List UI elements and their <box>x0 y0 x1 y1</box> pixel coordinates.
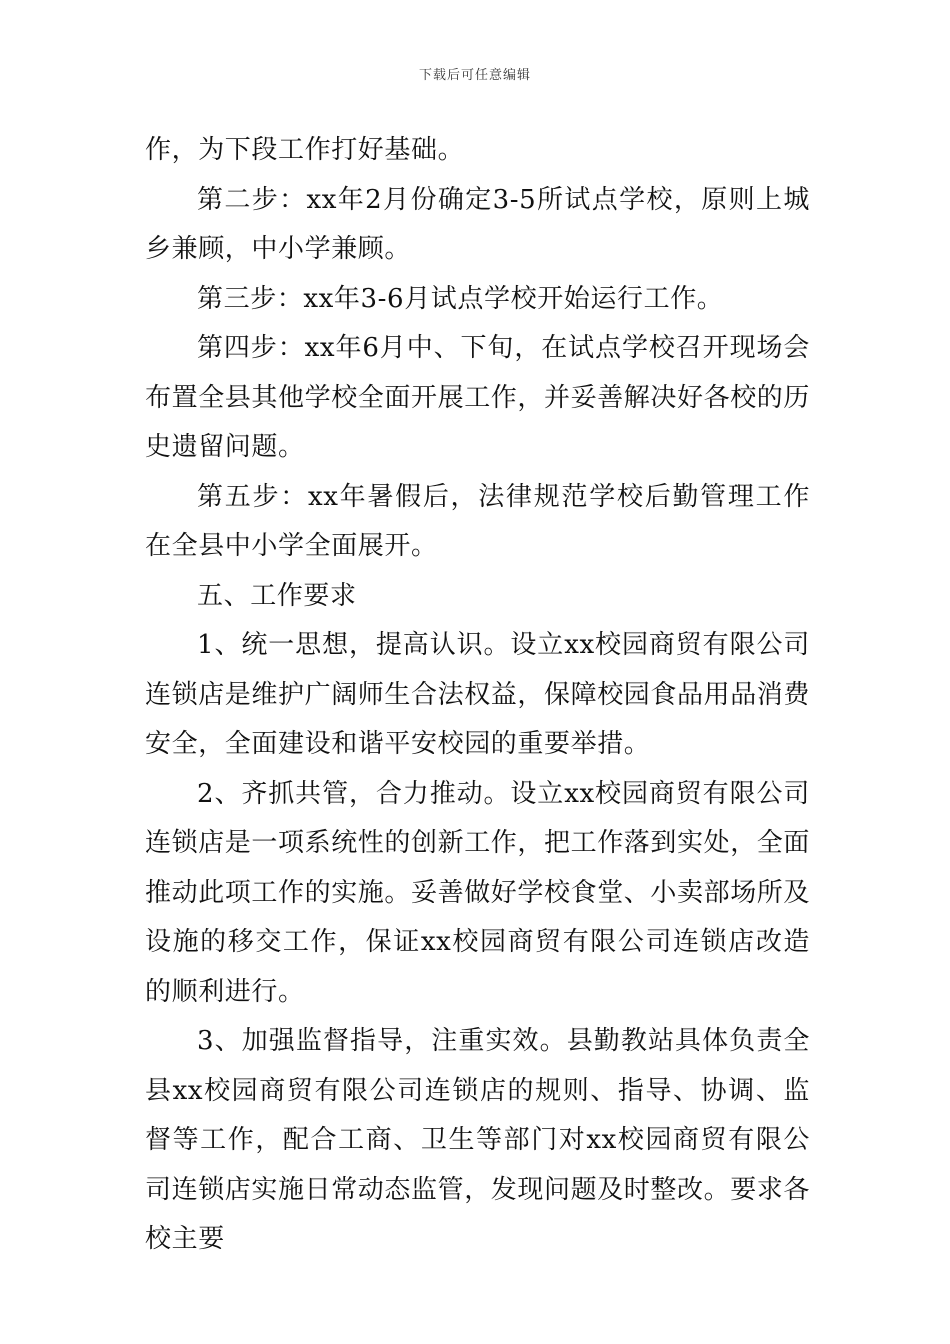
header-note: 下载后可任意编辑 <box>418 68 531 83</box>
paragraph-requirement-3: 3、加强监督指导，注重实效。县勤教站具体负责全县xx校园商贸有限公司连锁店的规则、指导、协调、监督等工作，配合工商、卫生等部门对xx校园商贸有限公司连锁店实施日常动态监管，发现问题及时整改。要求各校主要 <box>145 1026 811 1254</box>
paragraph-step-three: 第三步：xx年3-6月试点学校开始运行工作。 <box>197 283 724 314</box>
paragraph-step-two: 第二步：xx年2月份确定3-5所试点学校，原则上城乡兼顾，中小学兼顾。 <box>145 184 810 264</box>
document-body <box>145 126 810 1265</box>
section-heading-work-requirements: 五、工作要求 <box>197 580 357 611</box>
paragraph-continuation: 作，为下段工作打好基础。 <box>145 135 465 165</box>
paragraph-step-five: 第五步：xx年暑假后，法律规范学校后勤管理工作在全县中小学全面展开。 <box>145 481 810 561</box>
paragraph-requirement-1: 1、统一思想，提高认识。设立xx校园商贸有限公司连锁店是维护广阔师生合法权益，保障校园食品用品消费安全，全面建设和谐平安校园的重要举措。 <box>145 630 811 759</box>
paragraph-requirement-2: 2、齐抓共管，合力推动。设立xx校园商贸有限公司连锁店是一项系统性的创新工作，把工作落到实处，全面推动此项工作的实施。妥善做好学校食堂、小卖部场所及设施的移交工作，保证xx校园商贸有限公司连锁店改造的顺利进行。 <box>145 778 811 1007</box>
paragraph-step-four: 第四步：xx年6月中、下旬，在试点学校召开现场会布置全县其他学校全面开展工作，并妥善解决好各校的历史遗留问题。 <box>145 333 811 462</box>
